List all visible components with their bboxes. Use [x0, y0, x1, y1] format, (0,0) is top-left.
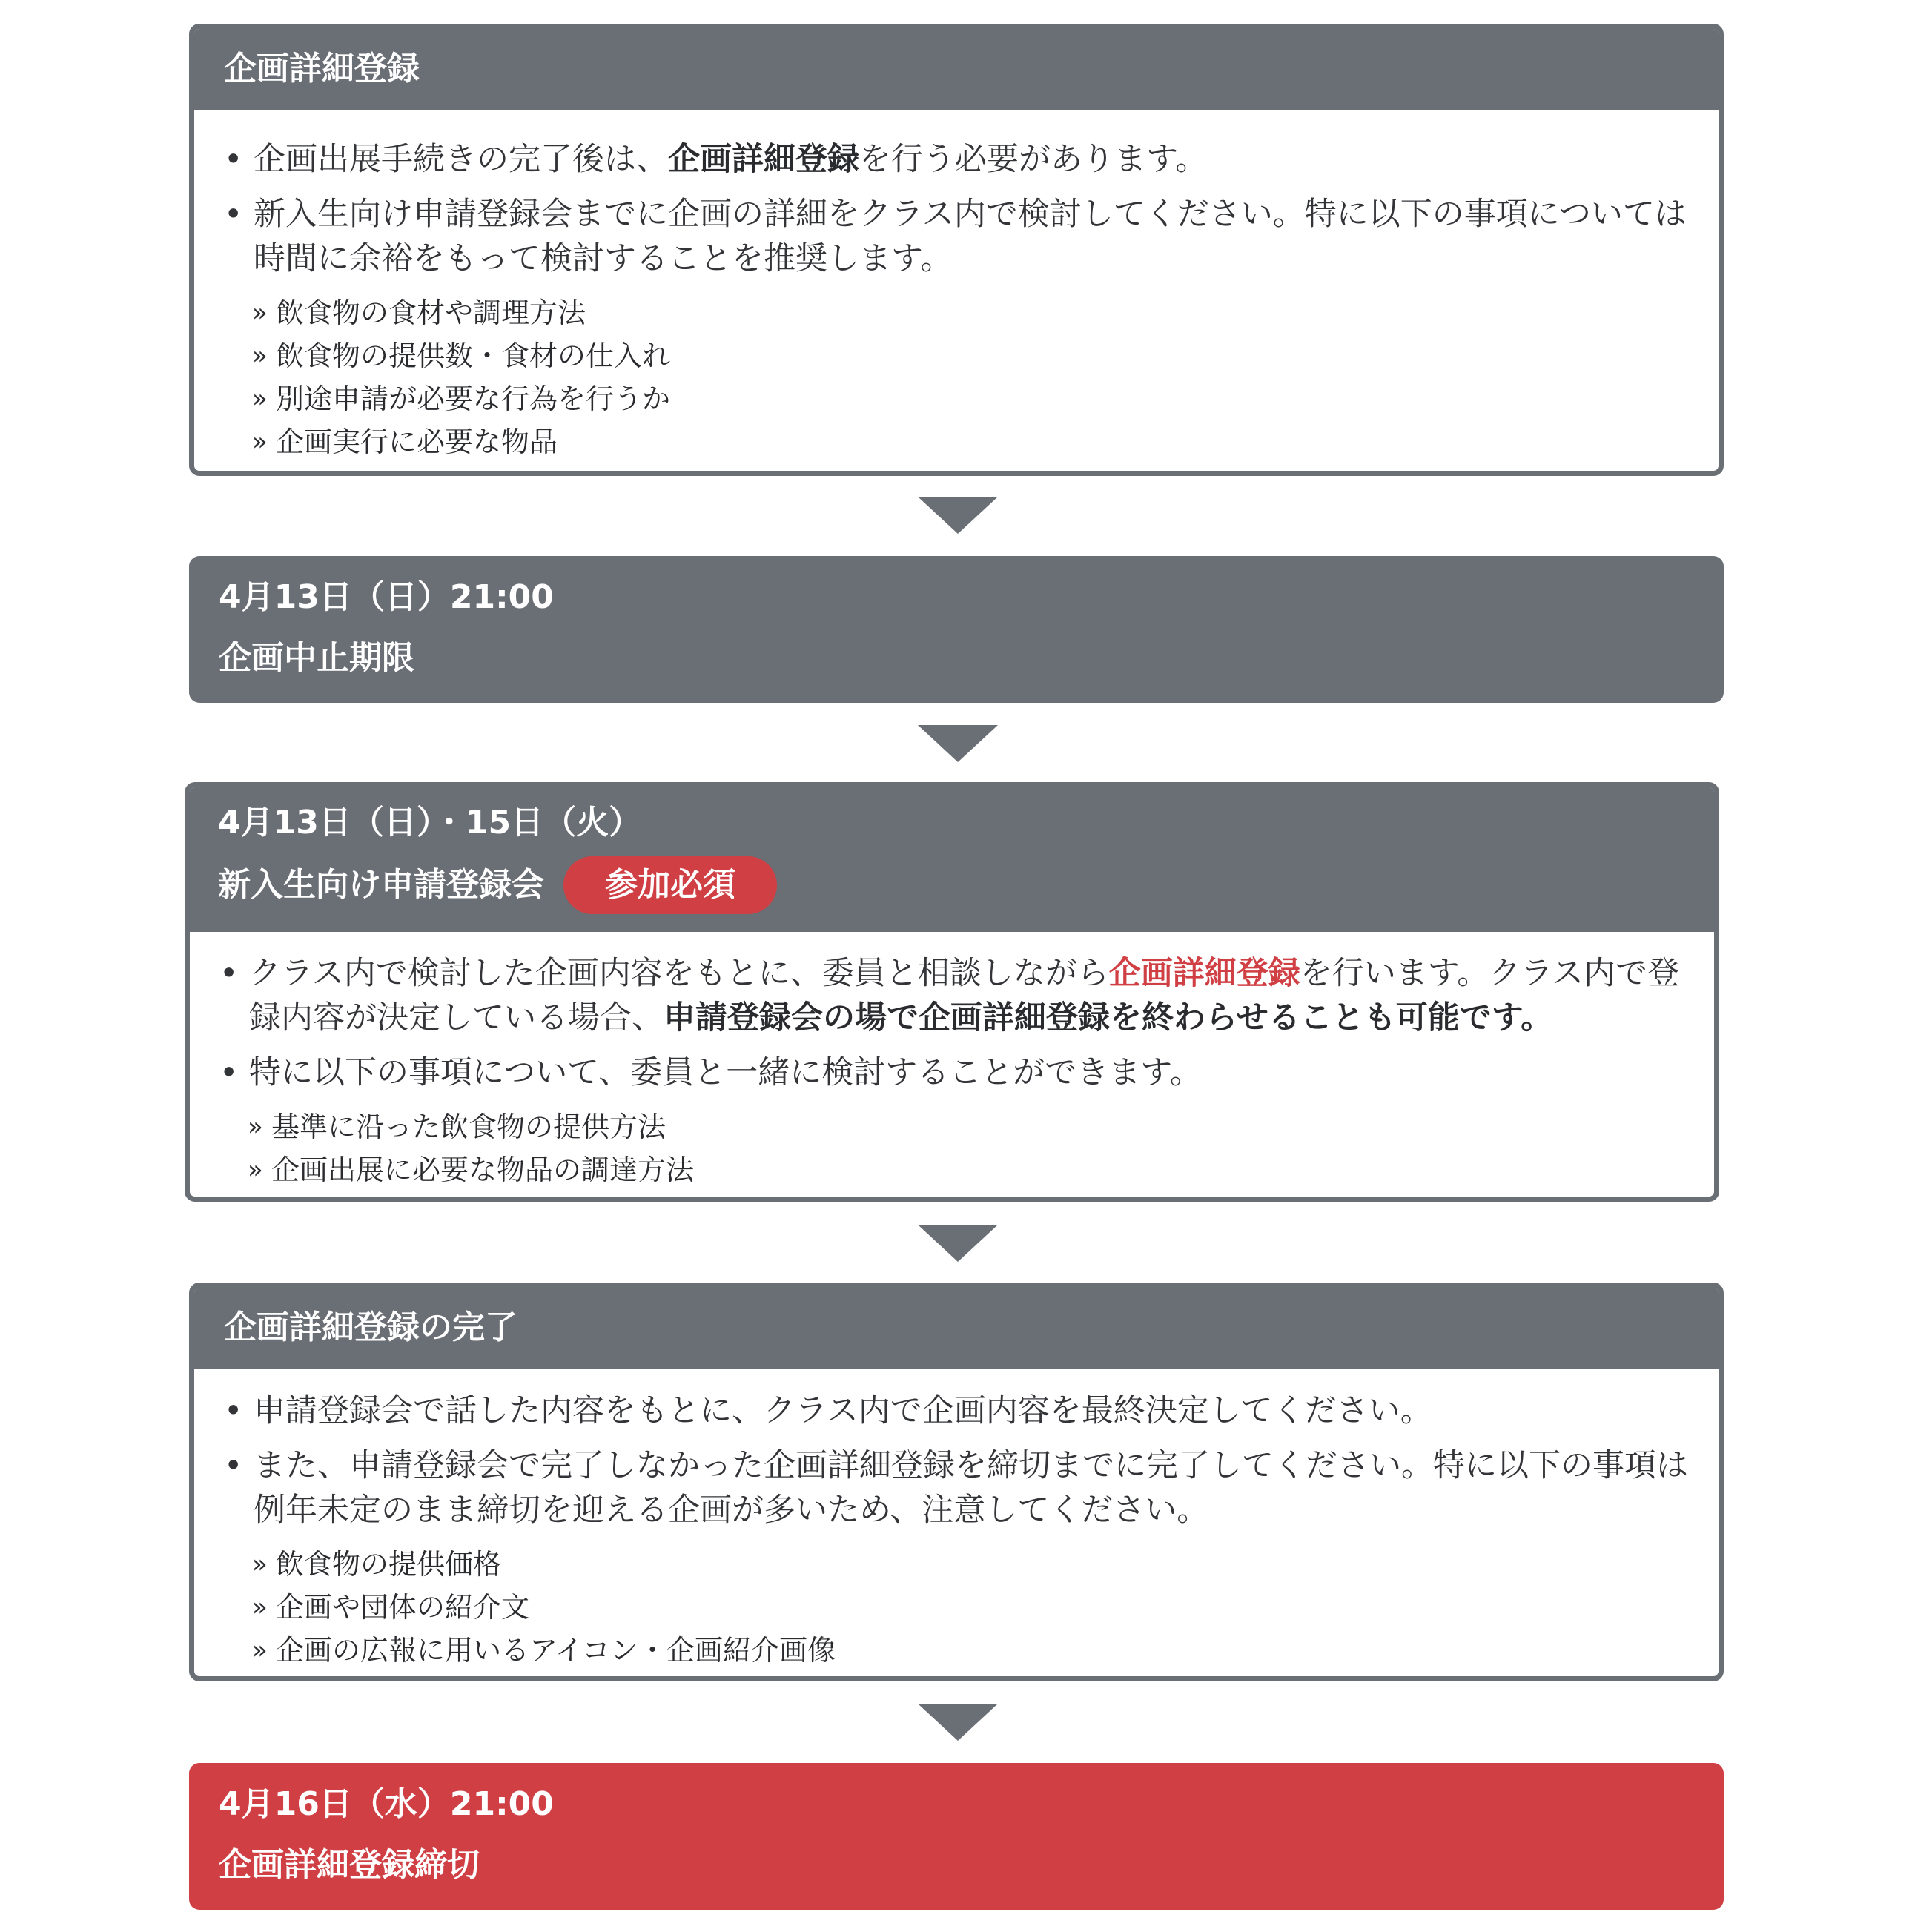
sub-list-item: » 基準に沿った飲食物の提供方法: [219, 1105, 1684, 1148]
required-badge: 参加必須: [563, 856, 777, 914]
bullet-emphasis: 申請登録会の場で企画詳細登録を終わらせることも可能です。: [664, 999, 1553, 1036]
step-header: [190, 787, 1714, 932]
step-date: 4月13日（日）21:00: [219, 578, 554, 616]
bullet-emphasis: 企画詳細登録: [668, 141, 859, 178]
step-date: 4月16日（水）21:00: [219, 1785, 554, 1823]
step-body: [194, 110, 1719, 476]
step-title: 企画詳細登録: [224, 50, 420, 87]
step-block-cancel-deadline: [189, 556, 1724, 703]
sub-list-item: » 企画の広報に用いるアイコン・企画紹介画像: [224, 1629, 1689, 1672]
step-title: 企画詳細登録の完了: [224, 1309, 517, 1346]
step-header: [194, 1288, 1719, 1369]
bullet-text: クラス内で検討した企画内容をもとに、委員と相談しながら: [249, 955, 1109, 992]
step-title: 企画詳細登録締切: [219, 1846, 480, 1884]
bullet-item: • また、申請登録会で完了しなかった企画詳細登録を締切までに完了してください。特に以下の事項は例年未定のまま締切を迎える企画が多いため、注意してください。: [224, 1443, 1689, 1532]
bullet-item: [224, 137, 1689, 182]
step-card-registration-session: [185, 782, 1719, 1202]
step-body: [190, 932, 1714, 1202]
bullet-item: • 申請登録会で話した内容をもとに、クラス内で企画内容を最終決定してください。: [224, 1389, 1689, 1433]
bullet-text: を行う必要があります。: [859, 141, 1208, 178]
sub-list-item: » 飲食物の食材や調理方法: [224, 291, 1689, 334]
step-title: 企画中止期限: [219, 639, 414, 677]
sub-list-item: » 飲食物の提供数・食材の仕入れ: [224, 334, 1689, 377]
step-header: [194, 29, 1719, 110]
sub-list-item: » 飲食物の提供価格: [224, 1543, 1689, 1586]
bullet-text: 企画出展手続きの完了後は、: [254, 141, 668, 178]
sub-list-item: » 企画や団体の紹介文: [224, 1586, 1689, 1629]
sub-list-item: » 企画出展に必要な物品の調達方法: [219, 1148, 1684, 1191]
step-card-detail-registration: [189, 24, 1724, 476]
flow-arrow-icon: [918, 1704, 998, 1741]
bullet-emphasis-red: 企画詳細登録: [1108, 955, 1300, 992]
step-title: 新入生向け申請登録会: [218, 866, 544, 904]
bullet-item: [219, 951, 1684, 1040]
step-body: [194, 1369, 1719, 1681]
flow-arrow-icon: [918, 497, 998, 534]
sub-list-item: » 企画実行に必要な物品: [224, 420, 1689, 463]
step-date: 4月13日（日）・15日（火）: [218, 804, 642, 841]
flow-arrow-icon: [918, 725, 998, 762]
bullet-text: を行います。クラス内で登録内容が決定している場合、: [249, 955, 1679, 1036]
sub-list-item: » 別途申請が必要な行為を行うか: [224, 377, 1689, 420]
flow-arrow-icon: [918, 1225, 998, 1262]
bullet-item: • 特に以下の事項について、委員と一緒に検討することができます。: [219, 1051, 1684, 1095]
step-card-registration-complete: [189, 1283, 1724, 1681]
bullet-item: • 新入生向け申請登録会までに企画の詳細をクラス内で検討してください。特に以下の事項については時間に余裕をもって検討することを推奨します。: [224, 192, 1689, 281]
step-block-final-deadline: [189, 1763, 1724, 1910]
